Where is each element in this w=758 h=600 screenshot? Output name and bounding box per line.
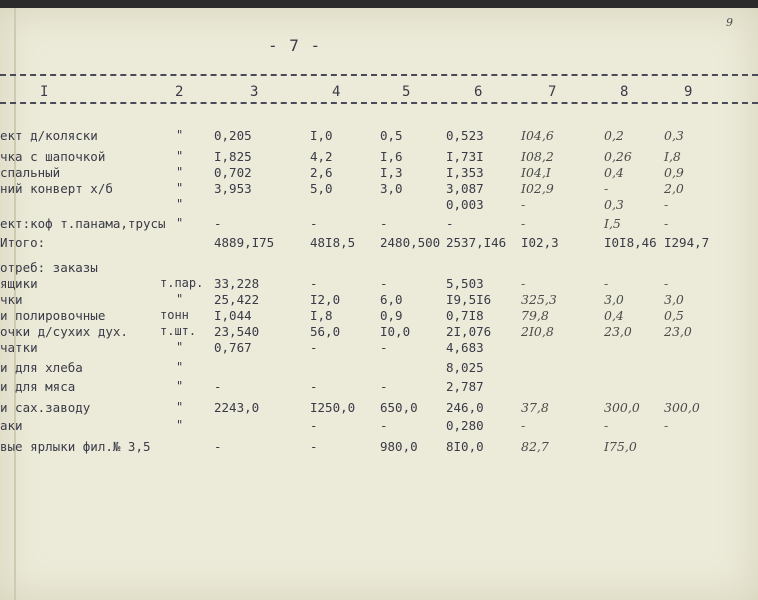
row-unit: " bbox=[176, 149, 184, 163]
cell-col9: 23,0 bbox=[664, 324, 692, 339]
cell-col7: - bbox=[521, 216, 526, 231]
cell-col4: - bbox=[310, 439, 318, 454]
row-label: чки bbox=[0, 292, 23, 307]
row-unit: " bbox=[176, 418, 184, 432]
cell-col7: - bbox=[521, 418, 526, 433]
cell-col7: I08,2 bbox=[521, 149, 554, 164]
cell-col4: 48I8,5 bbox=[310, 235, 356, 250]
cell-col4: - bbox=[310, 418, 318, 433]
cell-col9: - bbox=[664, 197, 669, 212]
header-rule-top bbox=[0, 74, 758, 76]
corner-mark: 9 bbox=[726, 16, 733, 29]
cell-col8: - bbox=[604, 418, 609, 433]
cell-col6: I,73I bbox=[446, 149, 484, 164]
cell-col3: - bbox=[214, 439, 222, 454]
cell-col5: 3,0 bbox=[380, 181, 403, 196]
cell-col5: - bbox=[380, 418, 388, 433]
row-label: чатки bbox=[0, 340, 38, 355]
cell-col4: I2,0 bbox=[310, 292, 341, 307]
column-header-2: 2 bbox=[175, 84, 184, 100]
cell-col8: I0I8,46 bbox=[604, 235, 657, 250]
cell-col9: 2,0 bbox=[664, 181, 684, 196]
row-unit: " bbox=[176, 181, 184, 195]
column-header-4: 4 bbox=[332, 84, 341, 100]
row-unit: " bbox=[176, 340, 184, 354]
cell-col4: - bbox=[310, 216, 318, 231]
cell-col5: - bbox=[380, 276, 388, 291]
cell-col3: 25,422 bbox=[214, 292, 260, 307]
cell-col7: - bbox=[521, 197, 526, 212]
cell-col6: 4,683 bbox=[446, 340, 484, 355]
row-label: Итого: bbox=[0, 235, 46, 250]
cell-col7: - bbox=[521, 276, 526, 291]
cell-col3: 0,767 bbox=[214, 340, 252, 355]
cell-col4: I250,0 bbox=[310, 400, 356, 415]
cell-col4: 4,2 bbox=[310, 149, 333, 164]
cell-col6: I,353 bbox=[446, 165, 484, 180]
row-label: вые ярлыки фил.№ 3,5 bbox=[0, 439, 151, 454]
cell-col4: 2,6 bbox=[310, 165, 333, 180]
cell-col7: 2I0,8 bbox=[521, 324, 554, 339]
row-unit: " bbox=[176, 216, 184, 230]
cell-col3: 23,540 bbox=[214, 324, 260, 339]
cell-col5: 2480,500 bbox=[380, 235, 441, 250]
cell-col8: 0,3 bbox=[604, 197, 624, 212]
document-page bbox=[0, 8, 758, 600]
row-unit: т.пар. bbox=[160, 276, 204, 290]
cell-col3: 2243,0 bbox=[214, 400, 260, 415]
cell-col9: - bbox=[664, 216, 669, 231]
cell-col7: I04,6 bbox=[521, 128, 554, 143]
row-label: чка с шапочкой bbox=[0, 149, 106, 164]
row-unit: " bbox=[176, 400, 184, 414]
cell-col6: 2I,076 bbox=[446, 324, 492, 339]
row-label: ящики bbox=[0, 276, 38, 291]
cell-col8: 3,0 bbox=[604, 292, 624, 307]
cell-col5: 650,0 bbox=[380, 400, 418, 415]
column-header-9: 9 bbox=[684, 84, 693, 100]
cell-col5: 980,0 bbox=[380, 439, 418, 454]
cell-col8: 0,26 bbox=[604, 149, 632, 164]
row-label: ект:коф т.панама,трусы bbox=[0, 216, 166, 231]
row-label: аки bbox=[0, 418, 23, 433]
cell-col5: - bbox=[380, 216, 388, 231]
cell-col8: 23,0 bbox=[604, 324, 632, 339]
cell-col4: I,8 bbox=[310, 308, 333, 323]
cell-col5: I,6 bbox=[380, 149, 403, 164]
column-header-3: 3 bbox=[250, 84, 259, 100]
cell-col3: - bbox=[214, 379, 222, 394]
row-label: и полировочные bbox=[0, 308, 106, 323]
cell-col8: I75,0 bbox=[604, 439, 637, 454]
cell-col4: 5,0 bbox=[310, 181, 333, 196]
cell-col6: 0,003 bbox=[446, 197, 484, 212]
cell-col9: 300,0 bbox=[664, 400, 700, 415]
cell-col8: I,5 bbox=[604, 216, 621, 231]
column-header-1: I bbox=[40, 84, 49, 100]
row-unit: " bbox=[176, 360, 184, 374]
cell-col7: I02,9 bbox=[521, 181, 554, 196]
cell-col5: 0,9 bbox=[380, 308, 403, 323]
cell-col7: I02,3 bbox=[521, 235, 559, 250]
row-unit: " bbox=[176, 379, 184, 393]
column-header-7: 7 bbox=[548, 84, 557, 100]
cell-col9: I,8 bbox=[664, 149, 681, 164]
cell-col4: - bbox=[310, 340, 318, 355]
cell-col8: - bbox=[604, 181, 609, 196]
row-label: ект д/коляски bbox=[0, 128, 98, 143]
cell-col7: 325,3 bbox=[521, 292, 557, 307]
cell-col5: - bbox=[380, 379, 388, 394]
page-number: - 7 - bbox=[268, 36, 322, 55]
cell-col6: 2,787 bbox=[446, 379, 484, 394]
row-label: и сах.заводу bbox=[0, 400, 91, 415]
row-label: спальный bbox=[0, 165, 61, 180]
cell-col5: 0,5 bbox=[380, 128, 403, 143]
cell-col9: 3,0 bbox=[664, 292, 684, 307]
row-unit: " bbox=[176, 197, 184, 211]
cell-col8: 300,0 bbox=[604, 400, 640, 415]
cell-col3: - bbox=[214, 216, 222, 231]
row-unit: тонн bbox=[160, 308, 189, 322]
cell-col7: 37,8 bbox=[521, 400, 549, 415]
row-label: отреб: заказы bbox=[0, 260, 98, 275]
row-unit: " bbox=[176, 292, 184, 306]
row-label: и для хлеба bbox=[0, 360, 83, 375]
cell-col6: 0,280 bbox=[446, 418, 484, 433]
row-unit: " bbox=[176, 165, 184, 179]
cell-col6: 5,503 bbox=[446, 276, 484, 291]
cell-col9: 0,5 bbox=[664, 308, 684, 323]
cell-col5: - bbox=[380, 340, 388, 355]
cell-col9: 0,9 bbox=[664, 165, 684, 180]
cell-col5: I,3 bbox=[380, 165, 403, 180]
column-header-8: 8 bbox=[620, 84, 629, 100]
cell-col6: 0,7I8 bbox=[446, 308, 484, 323]
row-label: и для мяса bbox=[0, 379, 76, 394]
cell-col8: - bbox=[604, 276, 609, 291]
column-header-5: 5 bbox=[402, 84, 411, 100]
cell-col3: 33,228 bbox=[214, 276, 260, 291]
cell-col9: - bbox=[664, 276, 669, 291]
row-unit: " bbox=[176, 128, 184, 142]
cell-col5: 6,0 bbox=[380, 292, 403, 307]
cell-col6: 246,0 bbox=[446, 400, 484, 415]
cell-col6: I9,5I6 bbox=[446, 292, 492, 307]
cell-col7: I04,I bbox=[521, 165, 551, 180]
header-rule-bottom bbox=[0, 102, 758, 104]
row-label: ний конверт х/б bbox=[0, 181, 113, 196]
cell-col8: 0,4 bbox=[604, 165, 624, 180]
cell-col9: - bbox=[664, 418, 669, 433]
row-label: очки д/сухих дух. bbox=[0, 324, 128, 339]
cell-col4: - bbox=[310, 379, 318, 394]
cell-col6: 8I0,0 bbox=[446, 439, 484, 454]
cell-col4: I,0 bbox=[310, 128, 333, 143]
cell-col5: I0,0 bbox=[380, 324, 411, 339]
cell-col3: 0,702 bbox=[214, 165, 252, 180]
cell-col8: 0,2 bbox=[604, 128, 624, 143]
cell-col9: I294,7 bbox=[664, 235, 710, 250]
cell-col6: 3,087 bbox=[446, 181, 484, 196]
cell-col6: 2537,I46 bbox=[446, 235, 507, 250]
cell-col3: 0,205 bbox=[214, 128, 252, 143]
cell-col3: I,044 bbox=[214, 308, 252, 323]
cell-col4: - bbox=[310, 276, 318, 291]
cell-col4: 56,0 bbox=[310, 324, 341, 339]
cell-col7: 79,8 bbox=[521, 308, 549, 323]
cell-col7: 82,7 bbox=[521, 439, 549, 454]
cell-col9: 0,3 bbox=[664, 128, 684, 143]
cell-col6: - bbox=[446, 216, 454, 231]
column-header-6: 6 bbox=[474, 84, 483, 100]
row-unit: т.шт. bbox=[160, 324, 197, 338]
cell-col3: 3,953 bbox=[214, 181, 252, 196]
cell-col3: I,825 bbox=[214, 149, 252, 164]
cell-col8: 0,4 bbox=[604, 308, 624, 323]
cell-col6: 0,523 bbox=[446, 128, 484, 143]
cell-col3: 4889,I75 bbox=[214, 235, 275, 250]
cell-col6: 8,025 bbox=[446, 360, 484, 375]
